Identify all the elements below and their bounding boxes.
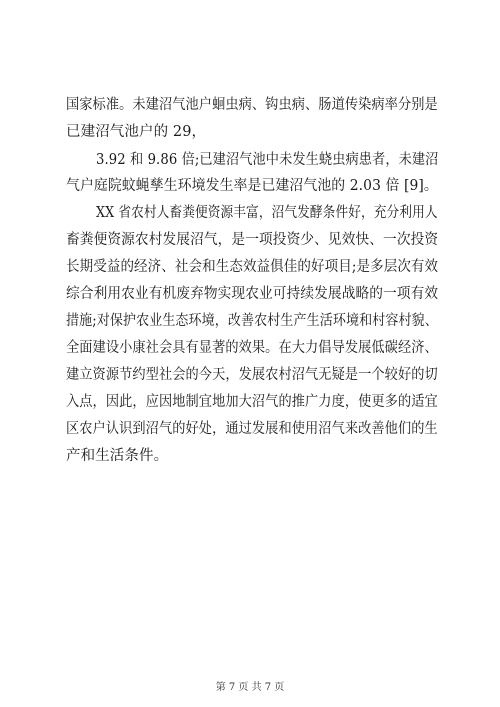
text-line: 建立资源节约型社会的今天，发展农村沼气无疑是一个较好的切 (66, 367, 438, 383)
text-line: 畜粪便资源农村发展沼气，是一项投资少、见效快、一次投资 (66, 232, 439, 248)
text-line: 措施;对保护农业生态环境，改善农村生产生活环境和村容村貌、 (66, 313, 438, 329)
text-line: 3.92 和 9.86 倍;已建沼气池中未发生蛲虫病患者，未建沼 (96, 152, 439, 168)
text-line: XX 省农村人畜粪便资源丰富，沼气发酵条件好，充分利用人 (96, 205, 438, 221)
text-line: 长期受益的经济、社会和生态效益俱佳的好项目;是多层次有效 (66, 259, 439, 275)
text-line: 产和生活条件。 (66, 448, 169, 464)
text-line: 区农户认识到沼气的好处，通过发展和使用沼气来改善他们的生 (66, 421, 438, 437)
text-line: 已建沼气池户的 29， (66, 124, 207, 140)
text-line: 综合利用农业有机废弃物实现农业可持续发展战略的一项有效 (66, 286, 439, 302)
text-line: 气户庭院蚊蝇孳生环境发生率是已建沼气池的 2.03 倍 [9]。 (66, 178, 438, 194)
page-number-footer: 第 7 页 共 7 页 (215, 682, 285, 693)
text-line: 入点，因此，应因地制宜地加大沼气的推广力度，使更多的适宜 (66, 394, 438, 410)
text-line: 全面建设小康社会具有显著的效果。在大力倡导发展低碳经济、 (66, 340, 438, 356)
text-line: 国家标准。未建沼气池户蛔虫病、钩虫病、肠道传染病率分别是 (66, 97, 438, 113)
